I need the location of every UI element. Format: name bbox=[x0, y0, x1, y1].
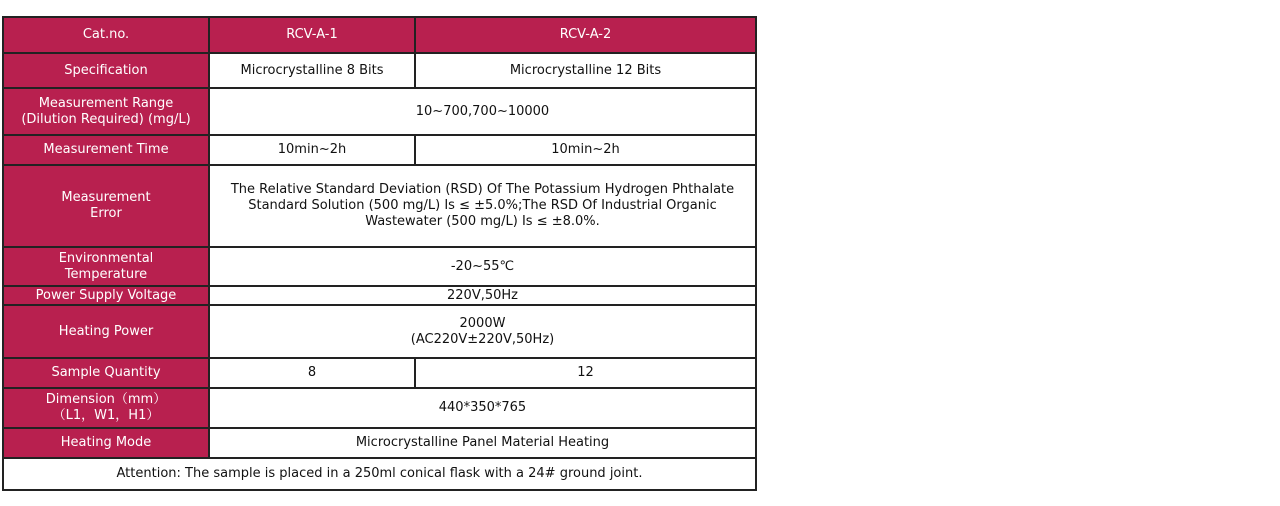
cell-value: 220V,50Hz bbox=[209, 286, 756, 305]
cell-value: Microcrystalline 8 Bits bbox=[209, 53, 415, 88]
table-row bbox=[3, 247, 756, 286]
cell-value: The Relative Standard Deviation (RSD) Of The Potassium Hydrogen Phthalate Standard Solution (500 mg/L) Is ≤ ±5.0%;The RSD Of Industrial Organic Wastewater (500 mg/L) Is ≤ ±8.0%. bbox=[209, 165, 756, 247]
table-row bbox=[3, 135, 756, 165]
catno-header: Cat.no. bbox=[3, 17, 209, 53]
cell-value: 10min~2h bbox=[209, 135, 415, 165]
note-row bbox=[3, 458, 756, 490]
table-row bbox=[3, 388, 756, 428]
row-label: Measurement Error bbox=[3, 165, 209, 247]
row-label: Heating Mode bbox=[3, 428, 209, 458]
cell-value: 440*350*765 bbox=[209, 388, 756, 428]
model2-header: RCV-A-2 bbox=[415, 17, 756, 53]
table-row bbox=[3, 53, 756, 88]
attention-note: Attention: The sample is placed in a 250ml conical flask with a 24# ground joint. bbox=[3, 458, 756, 490]
table-row bbox=[3, 286, 756, 305]
table-row bbox=[3, 428, 756, 458]
table-row bbox=[3, 88, 756, 135]
row-label: Measurement Time bbox=[3, 135, 209, 165]
cell-value: Microcrystalline Panel Material Heating bbox=[209, 428, 756, 458]
table-row bbox=[3, 305, 756, 358]
header-row bbox=[3, 17, 756, 53]
cell-value: 12 bbox=[415, 358, 756, 388]
cell-value: 2000W (AC220V±220V,50Hz) bbox=[209, 305, 756, 358]
row-label: Environmental Temperature bbox=[3, 247, 209, 286]
row-label: Power Supply Voltage bbox=[3, 286, 209, 305]
specification-table bbox=[2, 16, 757, 491]
table-row bbox=[3, 165, 756, 247]
model1-header: RCV-A-1 bbox=[209, 17, 415, 53]
cell-value: 10~700,700~10000 bbox=[209, 88, 756, 135]
row-label: Sample Quantity bbox=[3, 358, 209, 388]
row-label: Dimension（mm） （L1，W1，H1） bbox=[3, 388, 209, 428]
cell-value: Microcrystalline 12 Bits bbox=[415, 53, 756, 88]
cell-value: 8 bbox=[209, 358, 415, 388]
row-label: Heating Power bbox=[3, 305, 209, 358]
cell-value: -20~55℃ bbox=[209, 247, 756, 286]
table-row bbox=[3, 358, 756, 388]
row-label: Measurement Range (Dilution Required) (mg/L) bbox=[3, 88, 209, 135]
row-label: Specification bbox=[3, 53, 209, 88]
cell-value: 10min~2h bbox=[415, 135, 756, 165]
